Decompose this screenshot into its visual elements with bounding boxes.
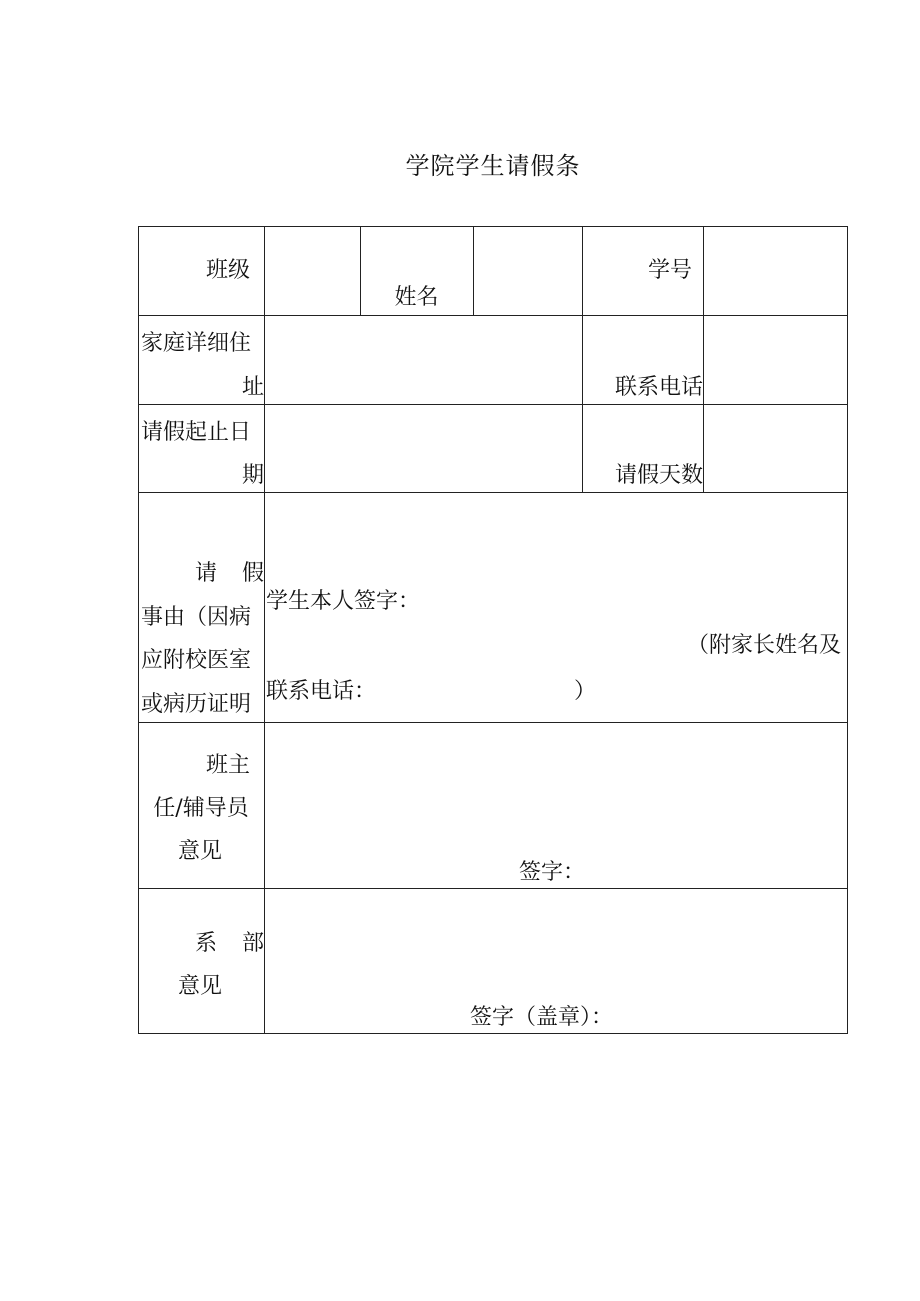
student-id-label: 学号 xyxy=(647,258,692,283)
department-opinion-label-line2: 意见 xyxy=(178,974,223,999)
table-border-left xyxy=(138,226,139,1034)
page-title: 学院学生请假条 xyxy=(405,152,581,180)
advisor-signature-label: 签字： xyxy=(519,860,586,885)
leave-dates-label-line1: 请假起止日 xyxy=(141,420,252,445)
contact-phone-value-cell[interactable] xyxy=(704,316,847,404)
advisor-opinion-label-line2: 任/辅导员 xyxy=(153,796,249,821)
leave-dates-label-line2: 期 xyxy=(241,463,264,488)
home-address-value-cell[interactable] xyxy=(265,316,582,404)
department-opinion-label-line1: 系 部 xyxy=(195,931,264,956)
leave-days-value-cell[interactable] xyxy=(704,405,847,492)
leave-reason-label-line2: 事由（因病 xyxy=(141,605,252,630)
class-label: 班级 xyxy=(205,258,250,283)
leave-dates-value-cell[interactable] xyxy=(265,405,582,492)
advisor-opinion-label-line3: 意见 xyxy=(178,839,223,864)
name-value-cell[interactable] xyxy=(474,226,582,315)
leave-reason-label-line1: 请 假 xyxy=(195,561,264,586)
closing-parenthesis: ） xyxy=(574,679,597,704)
parent-info-note: （附家长姓名及 xyxy=(686,633,841,658)
department-signature-stamp-label: 签字（盖章）： xyxy=(470,1005,614,1030)
leave-reason-label-line4: 或病历证明 xyxy=(141,692,252,717)
leave-days-label: 请假天数 xyxy=(614,463,703,488)
name-label: 姓名 xyxy=(394,285,439,310)
student-signature-label: 学生本人签字： xyxy=(266,589,421,614)
class-value-cell[interactable] xyxy=(265,226,360,315)
contact-phone-label: 联系电话 xyxy=(614,375,703,400)
table-border-right xyxy=(847,226,848,1034)
home-address-label-line2: 址 xyxy=(241,375,264,400)
leave-request-form-table xyxy=(138,226,848,1034)
advisor-opinion-label-line1: 班主 xyxy=(205,753,250,778)
home-address-label-line1: 家庭详细住 xyxy=(141,331,252,356)
student-id-value-cell[interactable] xyxy=(704,226,847,315)
leave-reason-label-line3: 应附校医室 xyxy=(141,648,252,673)
parent-phone-label: 联系电话： xyxy=(266,679,377,704)
